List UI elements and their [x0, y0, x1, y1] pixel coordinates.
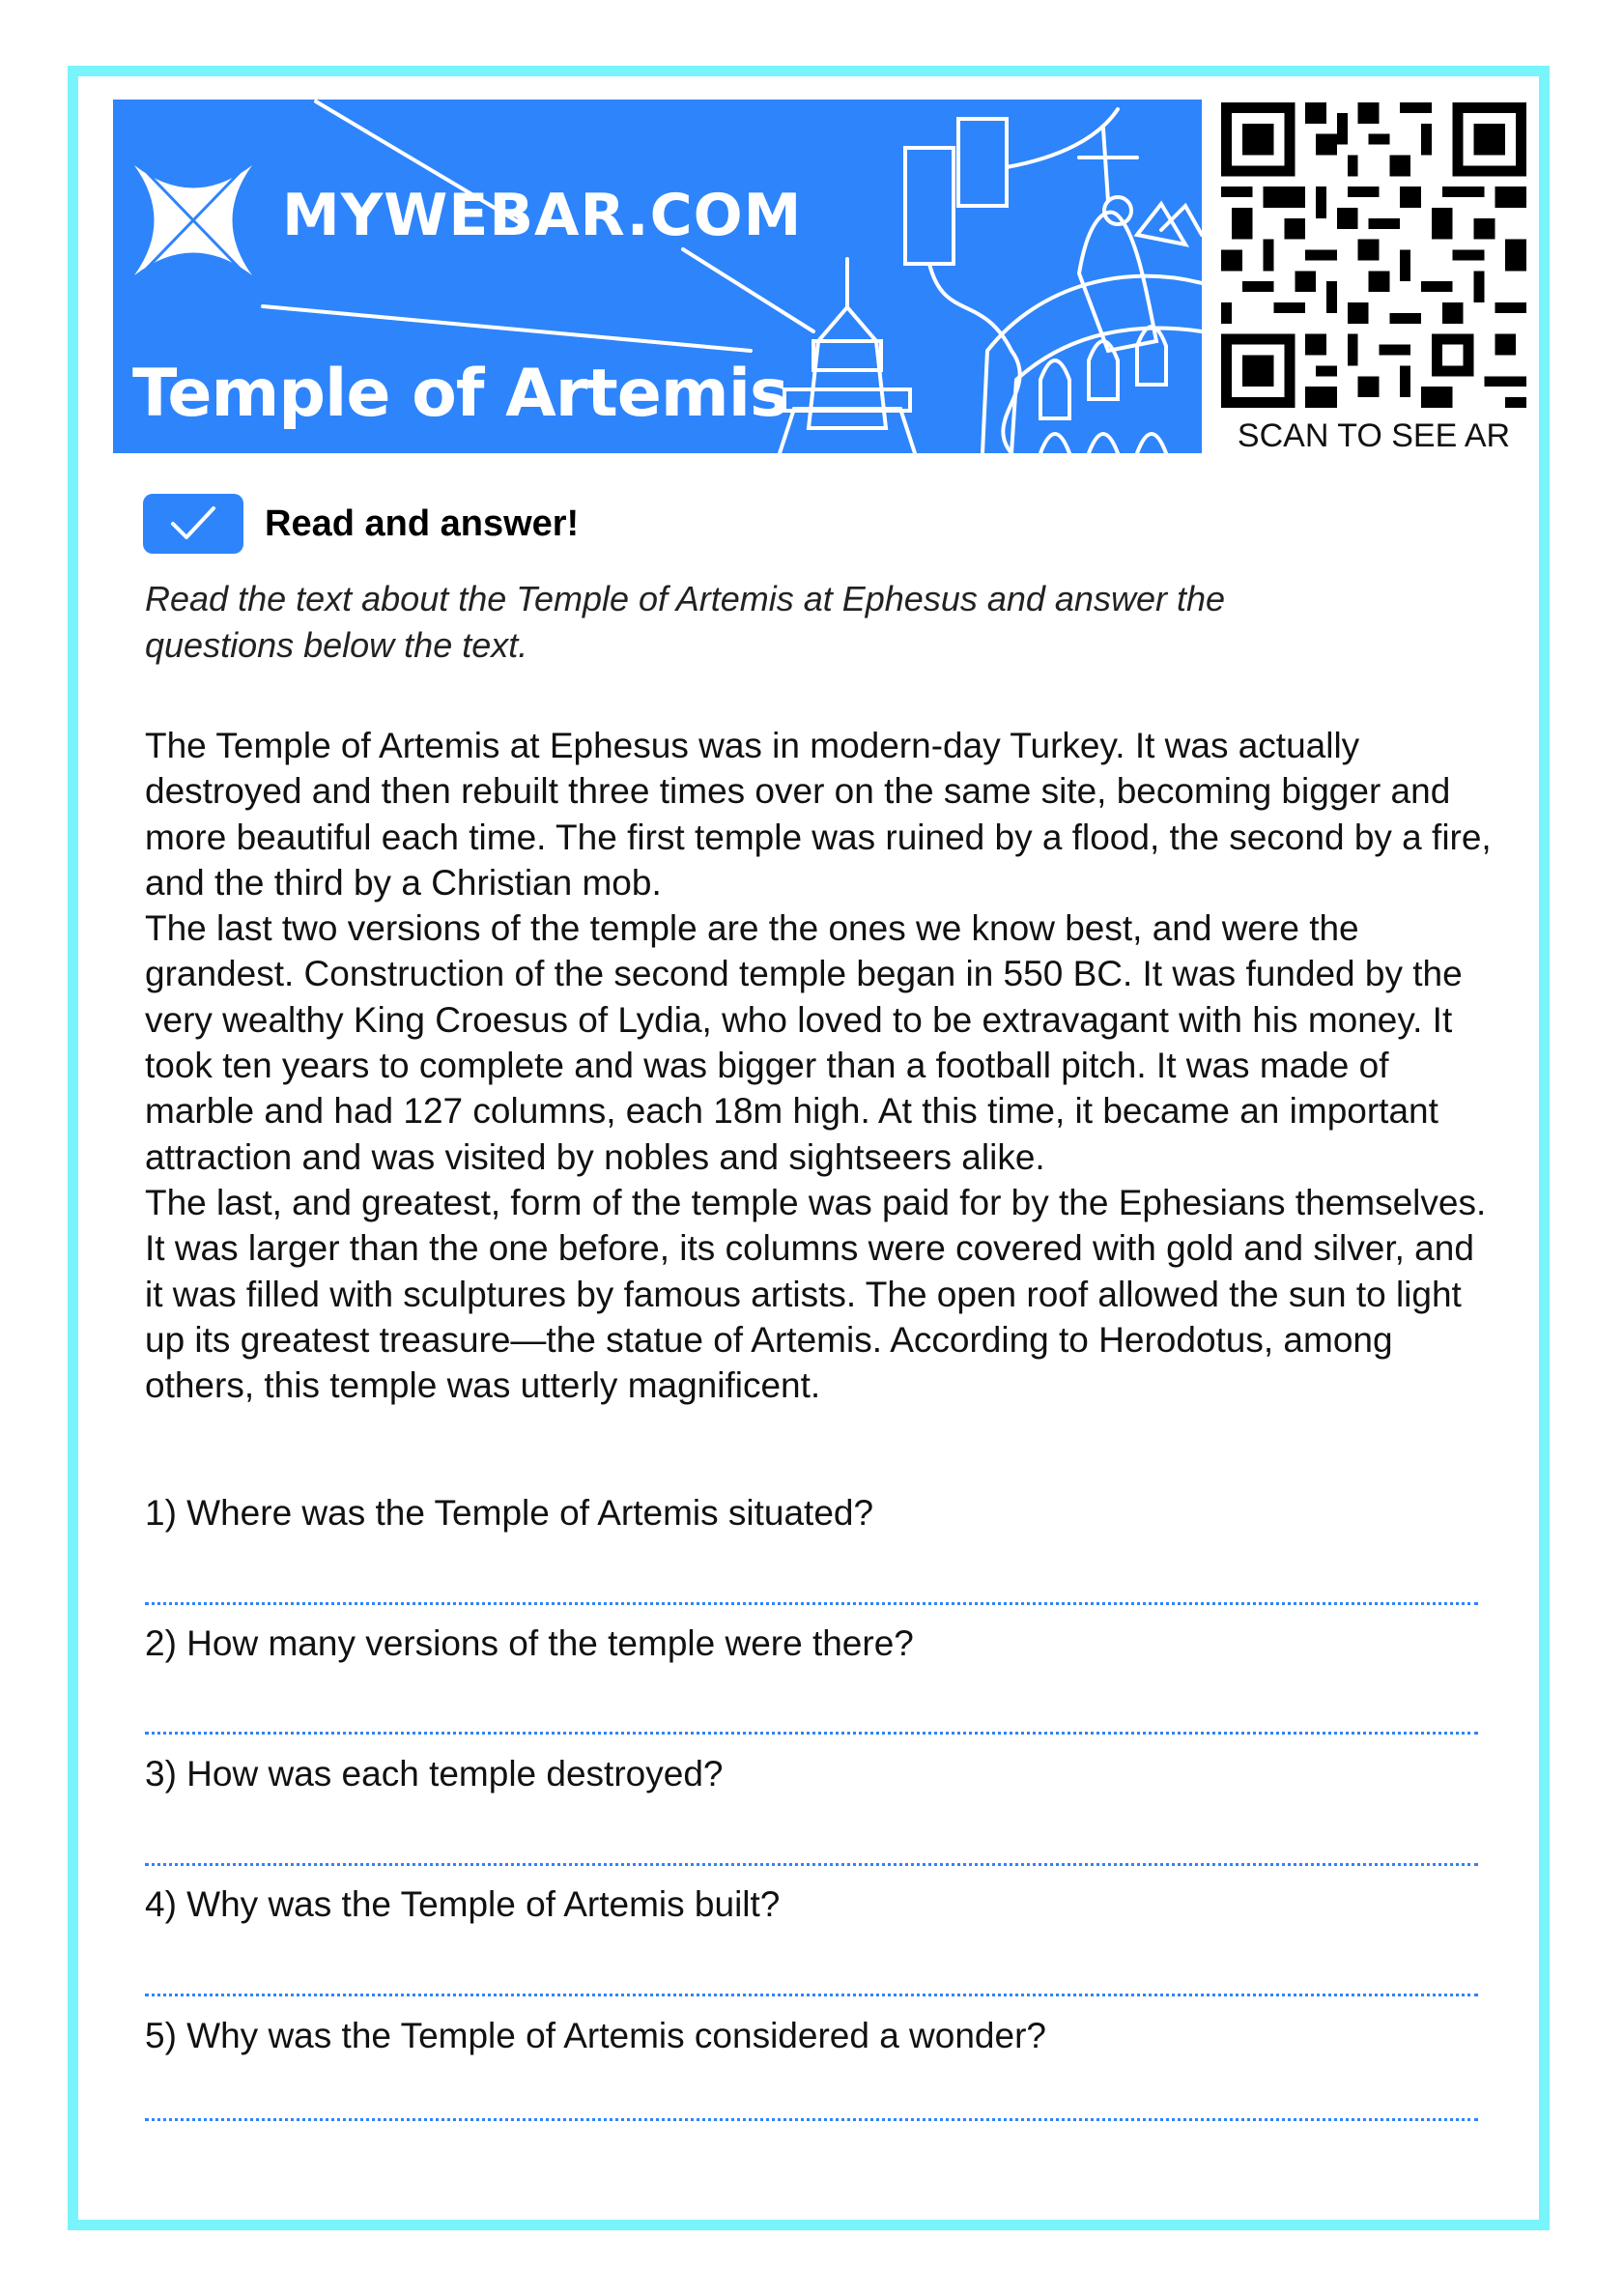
answer-line-5[interactable] — [145, 2118, 1478, 2121]
answer-line-1[interactable] — [145, 1602, 1478, 1605]
question-2: 2) How many versions of the temple were there? — [145, 1623, 914, 1663]
header-banner — [113, 100, 1202, 453]
answer-line-2[interactable] — [145, 1732, 1478, 1735]
qr-code-icon[interactable] — [1219, 102, 1528, 408]
reading-passage — [145, 723, 1497, 1408]
page-title: Temple of Artemis — [132, 356, 788, 432]
question-3: 3) How was each temple destroyed? — [145, 1754, 724, 1794]
answer-line-3[interactable] — [145, 1863, 1478, 1866]
brand-name: MYWEBAR.COM — [282, 182, 803, 249]
question-4: 4) Why was the Temple of Artemis built? — [145, 1884, 781, 1924]
question-1: 1) Where was the Temple of Artemis situated? — [145, 1493, 874, 1533]
mywebar-logo-icon — [130, 158, 256, 283]
task-label: Read and answer! — [265, 502, 580, 544]
question-5: 5) Why was the Temple of Artemis considered a wonder? — [145, 2016, 1046, 2055]
passage-paragraph-1: The Temple of Artemis at Ephesus was in modern-day Turkey. It was actually destroyed and then rebuilt three times over on the same site, becoming bigger and more beautiful each time. The first temple was ruined by a flood, the second by a fire, and the third by a Christian mob. — [145, 726, 1492, 903]
qr-scan-label: SCAN TO SEE AR — [1237, 417, 1511, 454]
task-instructions: Read the text about the Temple of Artemis at Ephesus and answer the questions below the text. — [145, 579, 1226, 665]
passage-paragraph-2: The last two versions of the temple are the ones we know best, and were the grandest. Construction of the second temple began in 550 BC. It was funded by the very wealthy King Croesus of Lydia, who loved to be extravagant with his money. It took ten years to complete and was bigger than a football pitch. It was made of marble and had 127 columns, each 18m high. At this time, it became an important attraction and was visited by nobles and sightseers alike. — [145, 908, 1463, 1177]
checkmark-icon — [143, 494, 243, 554]
passage-paragraph-3: The last, and greatest, form of the temple was paid for by the Ephesians themselves. It was larger than the one before, its columns were covered with gold and silver, and it was filled with sculptures by famous artists. The open roof allowed the sun to light up its greatest treasure—the statue of Artemis. According to Herodotus, among others, this temple was utterly magnificent. — [145, 1182, 1487, 1406]
answer-line-4[interactable] — [145, 1994, 1478, 1996]
task-heading — [143, 493, 579, 555]
